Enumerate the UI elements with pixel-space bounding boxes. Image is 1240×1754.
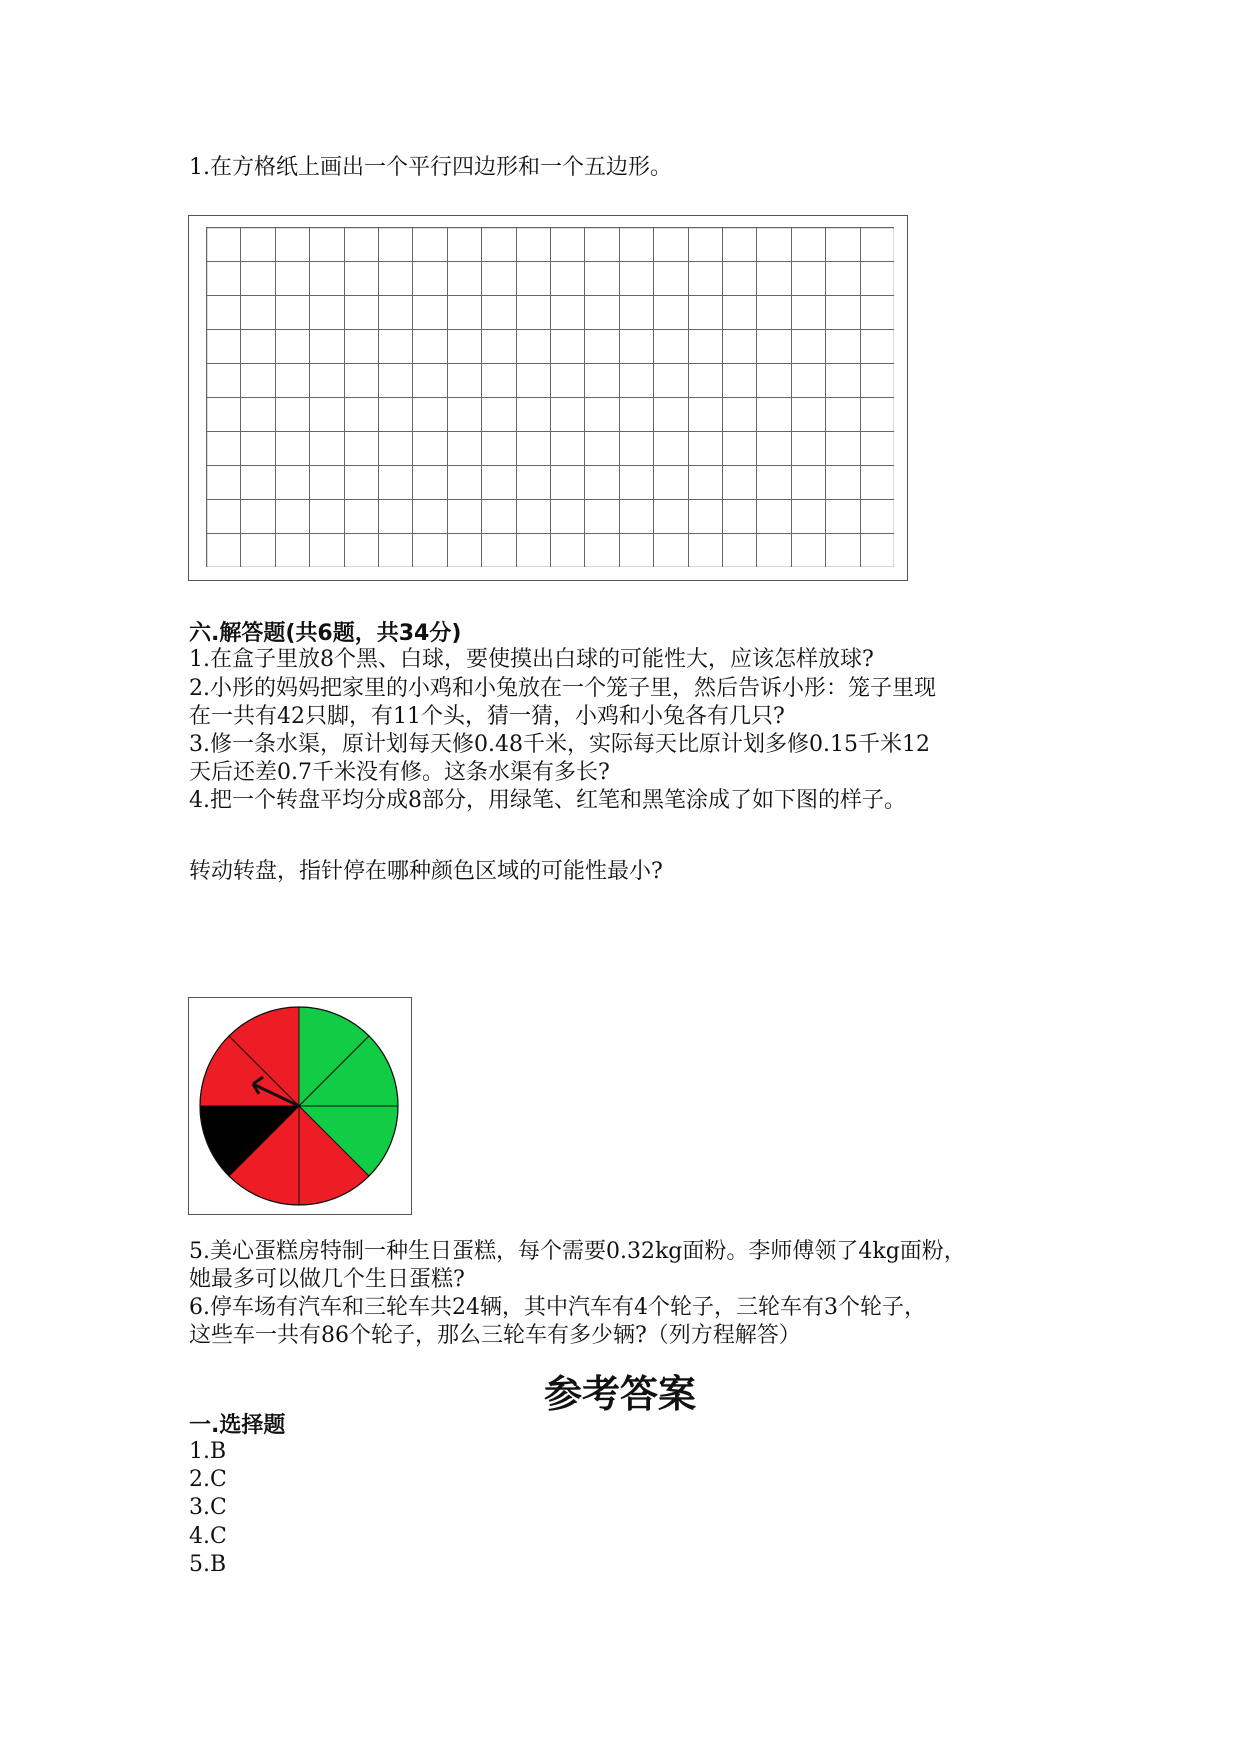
question-4-text-line2: 转动转盘，指针停在哪种颜色区域的可能性最小? xyxy=(189,859,663,884)
question-4-text-line1: 4.把一个转盘平均分成8部分，用绿笔、红笔和黑笔涂成了如下图的样子。 xyxy=(189,788,906,813)
answer-item: 5.B xyxy=(189,1552,227,1577)
question-3-text-line2: 天后还差0.7千米没有修。这条水渠有多长? xyxy=(189,760,610,785)
section-heading-answer-questions: 六.解答题(共6题，共34分) xyxy=(189,621,462,646)
question-2-text-line2: 在一共有42只脚，有11个头，猜一猜，小鸡和小兔各有几只? xyxy=(189,704,785,729)
answer-item: 2.C xyxy=(189,1467,227,1492)
answer-item: 3.C xyxy=(189,1495,227,1520)
grid-paper-frame xyxy=(188,215,908,581)
spinner-figure-frame xyxy=(188,997,412,1215)
spinner-figure xyxy=(189,998,411,1214)
answers-section1-heading: 一.选择题 xyxy=(189,1413,286,1438)
answer-item: 4.C xyxy=(189,1524,227,1549)
question-6-text-line1: 6.停车场有汽车和三轮车共24辆，其中汽车有4个轮子，三轮车有3个轮子， xyxy=(189,1295,926,1320)
question-2-text-line1: 2.小彤的妈妈把家里的小鸡和小兔放在一个笼子里，然后告诉小彤：笼子里现 xyxy=(189,676,936,701)
answers-title: 参考答案 xyxy=(543,1372,696,1416)
question-6-text-line2: 这些车一共有86个轮子，那么三轮车有多少辆?（列方程解答） xyxy=(189,1323,801,1348)
question-grid-drawing: 1.在方格纸上画出一个平行四边形和一个五边形。 xyxy=(189,155,672,180)
question-3-text-line1: 3.修一条水渠，原计划每天修0.48千米，实际每天比原计划多修0.15千米12 xyxy=(189,732,930,757)
question-5-text-line1: 5.美心蛋糕房特制一种生日蛋糕，每个需要0.32kg面粉。李师傅领了4kg面粉， xyxy=(189,1239,966,1264)
answer-item: 1.B xyxy=(189,1439,227,1464)
grid-paper xyxy=(206,227,894,567)
question-1-text: 1.在盒子里放8个黑、白球，要使摸出白球的可能性大，应该怎样放球? xyxy=(189,647,874,672)
question-5-text-line2: 她最多可以做几个生日蛋糕? xyxy=(189,1267,465,1292)
